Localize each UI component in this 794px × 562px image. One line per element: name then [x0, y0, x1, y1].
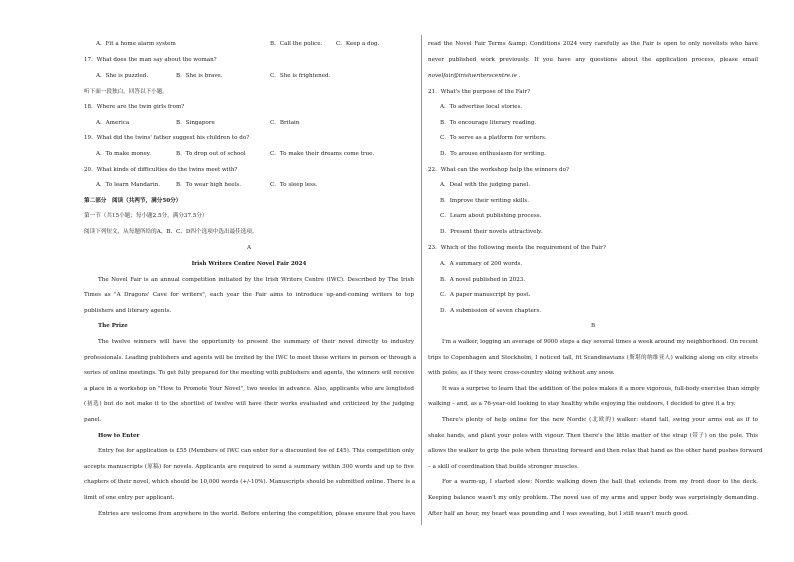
q20-option-c: C．To sleep less.	[270, 182, 318, 188]
listening-instruction: 听下面一段独白，回答以下小题。	[84, 89, 168, 95]
q16-option-c: C．Keep a dog.	[336, 41, 380, 47]
passage-a-p4-line: Entries are welcome from anywhere in the world. Before entering the competition, please ensure that you have	[98, 511, 416, 517]
q19-option-c: C．To make their dreams come true.	[270, 151, 375, 157]
q22-option-a: A．Deal with the judging panel.	[440, 182, 531, 188]
passage-b-p4-line: For a warm-up, I started slow: Nordic walking down the hall that extends from my front door to the deck.	[442, 479, 758, 485]
q16-option-b: B．Call the police.	[270, 41, 323, 47]
q18-option-c: C．Britain	[270, 120, 300, 126]
reading-instruction: 阅读下列短文，从每题所给的A、B、C、D四个选项中选出最佳选项。	[84, 229, 258, 235]
passage-a-p3-line: chapters of their novel, which should be 10,000 words (+/-10%). Manuscripts should be submitted online. There is a	[84, 479, 416, 485]
passage-b-p3-line: – a skill of coordination that builds stronger muscles.	[428, 464, 579, 470]
q20-option-a: A．To learn Mandarin.	[96, 182, 160, 188]
q19-option-a: A．To make money.	[96, 151, 151, 157]
passage-a-p3-line: limit of one entry per applicant.	[84, 495, 175, 501]
q21-option-a: A．To advertise local stories.	[440, 104, 523, 110]
q17-option-b: B．She is brave.	[176, 73, 223, 79]
q17-stem: 17．What does the man say about the woman?	[84, 57, 217, 63]
heading-how-to-enter: How to Enter	[98, 433, 140, 439]
passage-a-p2-line: a place in a workshop on "How to Promote Your Novel", two weeks in advance. Also, applicants who are longlisted	[84, 386, 414, 392]
heading-the-prize: The Prize	[98, 323, 128, 329]
q23-option-b: B．A novel published in 2023.	[440, 277, 526, 283]
q23-stem: 23．Which of the following meets the requirement of the Fair?	[428, 245, 606, 251]
passage-b-p3-line: shake hands, and plant your poles with vigour. Then there's the little matter of the strap (带子) on the pole. This	[428, 433, 758, 439]
passage-b-p3-line: allows the walker to grip the pole when thrusting forward and then relax that hand as the other hand pushes forward	[428, 448, 763, 454]
q18-stem: 18．Where are the twin girls from?	[84, 104, 185, 110]
q19-option-b: B．To drop out of school	[176, 151, 246, 157]
passage-b-p1-line: trips to Copenhagen and Stockholm, I noticed tall, fit Scandinavians (斯堪的纳维亚人) walking along on city streets	[428, 355, 758, 361]
passage-b-p4-line: After half an hour, my heart was pounding and I was sweating, but I still wasn't much good.	[428, 511, 689, 517]
passage-b-p1-line: with poles, as if they were cross-country skiing without any snow.	[428, 370, 615, 376]
column-divider	[421, 35, 422, 525]
q18-option-b: B．Singapore	[176, 120, 215, 126]
q21-option-b: B．To encourage literary reading.	[440, 120, 537, 126]
passage-a-p3-line: accepts manuscripts (原稿) for novels. Applicants are required to send a summary within 300 words and up to five	[84, 464, 414, 470]
q19-stem: 19．What did the twins' father suggest his children to do?	[84, 135, 250, 141]
q21-stem: 21．What's the purpose of the Fair?	[428, 89, 530, 95]
q17-option-a: A．She is puzzled.	[96, 73, 149, 79]
passage-a-p2-line: panel.	[84, 417, 102, 423]
passage-b-p2-line: It was a surprise to learn that the addition of the poles makes it a more vigorous, full-body exercise than simply	[442, 386, 760, 392]
q21-option-d: D．To arouse enthusiasm for writing.	[440, 151, 546, 157]
q21-option-c: C．To serve as a platform for writers.	[440, 135, 547, 141]
q22-option-b: B．Improve their writing skills.	[440, 198, 530, 204]
q23-option-d: D．A submission of seven chapters.	[440, 308, 542, 314]
contact-email: novelfair@irishwriterscentre.ie .	[428, 73, 521, 79]
passage-a-p1-line: The Novel Fair is an annual competition initiated by the Irish Writers Centre (IWC). Described by The Irish	[98, 277, 414, 283]
q22-option-d: D．Present their novels attractively.	[440, 229, 543, 235]
passage-a-continued-line: never published work previously. If you have any questions about the application process, please email	[428, 57, 758, 63]
passage-a-p2-line: The twelve winners will have the opportunity to present the summary of their novel directly to industry	[98, 339, 414, 345]
passage-b-p1-line: I'm a walker, logging an average of 9000 steps a day several times a week around my neighborhood. On recent	[442, 339, 758, 345]
passage-b-p4-line: Keeping balance wasn't my only problem. The novel use of my arms and upper body was surprisingly demanding.	[428, 495, 758, 501]
passage-a-p3-line: Entry fee for application is £55 (Members of IWC can enter for a discounted fee of £45). This competition only	[98, 448, 414, 454]
q23-option-c: C．A paper manuscript by post.	[440, 292, 531, 298]
passage-a-p1-line: Times as "A Dragons' Cave for writers", each year the Fair aims to introduce up-and-coming writers to top	[84, 292, 414, 298]
passage-a-p2-line: (初选) but do not make it to the shortlist of twelve will have their works evaluated and criticized by the judging	[84, 401, 414, 407]
passage-a-continued-line: read the Novel Fair Terms &amp; Conditions 2024 very carefully as the Fair is open to only novelists who have	[428, 41, 758, 47]
passage-b-p3-line: There's plenty of help online for the new Nordic (北欧的) walker: stand tall, swing your arms out as if to	[442, 417, 758, 423]
passage-a-p1-line: publishers and literary agents.	[84, 308, 172, 314]
passage-a-p2-line: professionals. Leading publishers and agents will be invited by the IWC to meet these writers in person or through a	[84, 355, 417, 361]
part2-heading: 第二部分 阅读（共两节，满分50分）	[84, 198, 182, 204]
q20-option-b: B．To wear high heels.	[176, 182, 242, 188]
q18-option-a: A．America	[96, 120, 130, 126]
passage-a-title: Irish Writers Centre Novel Fair 2024	[191, 261, 307, 267]
passage-a-p2-line: series of online meetings. To get fully prepared for the meeting with publishers and agents, the winners will receive	[84, 370, 415, 376]
passage-a-label: A	[246, 245, 252, 251]
q16-option-a: A．Fit a home alarm system	[96, 41, 176, 47]
q17-option-c: C．She is frightened.	[270, 73, 331, 79]
q23-option-a: A．A summary of 200 words.	[440, 261, 523, 267]
q20-stem: 20．What kinds of difficulties do the twins meet with?	[84, 167, 238, 173]
passage-b-label: B	[590, 323, 596, 329]
section1-heading: 第一节（共15小题；每小题2.5分，满分37.5分）	[84, 213, 208, 219]
passage-b-p2-line: walking – and, as a 76-year-old looking to stay healthy while enjoying the outdoors, I decided to give it a try.	[428, 401, 736, 407]
q22-option-c: C．Learn about publishing process.	[440, 213, 542, 219]
q22-stem: 22．What can the workshop help the winners do?	[428, 167, 569, 173]
